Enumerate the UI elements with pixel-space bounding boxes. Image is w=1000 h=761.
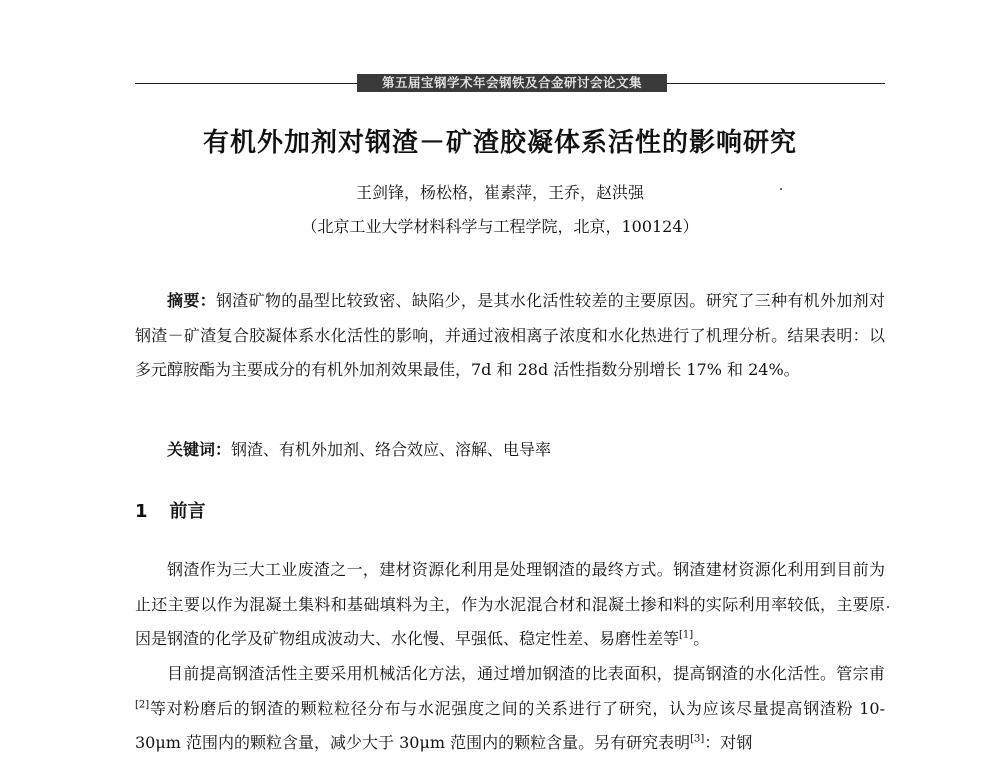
header-rule-right [667, 83, 885, 84]
scan-speck [887, 606, 889, 608]
paper-title: 有机外加剂对钢渣－矿渣胶凝体系活性的影响研究 [202, 128, 797, 158]
section-heading-introduction [135, 497, 206, 523]
paper-authors: 王剑锋，杨松格，崔素萍，王乔，赵洪强 [355, 183, 644, 202]
abstract [135, 284, 885, 388]
intro-p2-text-c: ：对钢 [704, 733, 753, 753]
scan-speck [780, 188, 782, 190]
running-header [135, 74, 885, 92]
abstract-label: 摘要： [167, 291, 216, 310]
intro-p2-text-a: 目前提高钢渣活性主要采用机械活化方法，通过增加钢渣的比表面积，提高钢渣的水化活性。管宗甫 [167, 664, 885, 683]
intro-p1-text: 钢渣作为三大工业废渣之一，建材资源化利用是处理钢渣的最终方式。钢渣建材资源化利用到目前为止还主要以作为混凝土集料和基础填料为主，作为水泥混合材和混凝土掺和料的实际利用率较低，主要原因是钢渣的化学及矿物组成波动大、水化慢、早强低、稳定性差、易磨性差等 [135, 560, 885, 649]
abstract-text: 钢渣矿物的晶型比较致密、缺陷少，是其水化活性较差的主要原因。研究了三种有机外加剂对钢渣－矿渣复合胶凝体系水化活性的影响，并通过液相离子浓度和水化热进行了机理分析。结果表明：以多元醇胺酯为主要成分的有机外加剂效果最佳，7d 和 28d 活性指数分别增长 17% 和 24%。 [135, 291, 885, 380]
citation-2: [2] [135, 699, 150, 711]
keywords-text: 钢渣、有机外加剂、络合效应、溶解、电导率 [231, 440, 552, 459]
header-banner: 第五届宝钢学术年会钢铁及合金研讨会论文集 [357, 74, 667, 92]
keywords-label: 关键词： [167, 440, 232, 459]
citation-3: [3] [690, 734, 705, 746]
section-title: 前言 [169, 501, 206, 522]
header-rule-left [135, 83, 357, 84]
citation-1: [1] [679, 630, 694, 642]
intro-paragraph-1 [135, 553, 885, 657]
section-number: 1 [135, 501, 148, 522]
paper-affiliation: （北京工业大学材料科学与工程学院，北京，100124） [301, 217, 699, 236]
keywords [167, 433, 551, 468]
intro-p1-end: 。 [693, 629, 710, 649]
intro-paragraph-2 [135, 657, 885, 761]
intro-p2-text-b: 等对粉磨后的钢渣的颗粒粒径分布与水泥强度之间的关系进行了研究，认为应该尽量提高钢渣粉 10-30μm 范围内的颗粒含量，减少大于 30μm 范围内的颗粒含量。另有研究表明 [135, 698, 885, 753]
